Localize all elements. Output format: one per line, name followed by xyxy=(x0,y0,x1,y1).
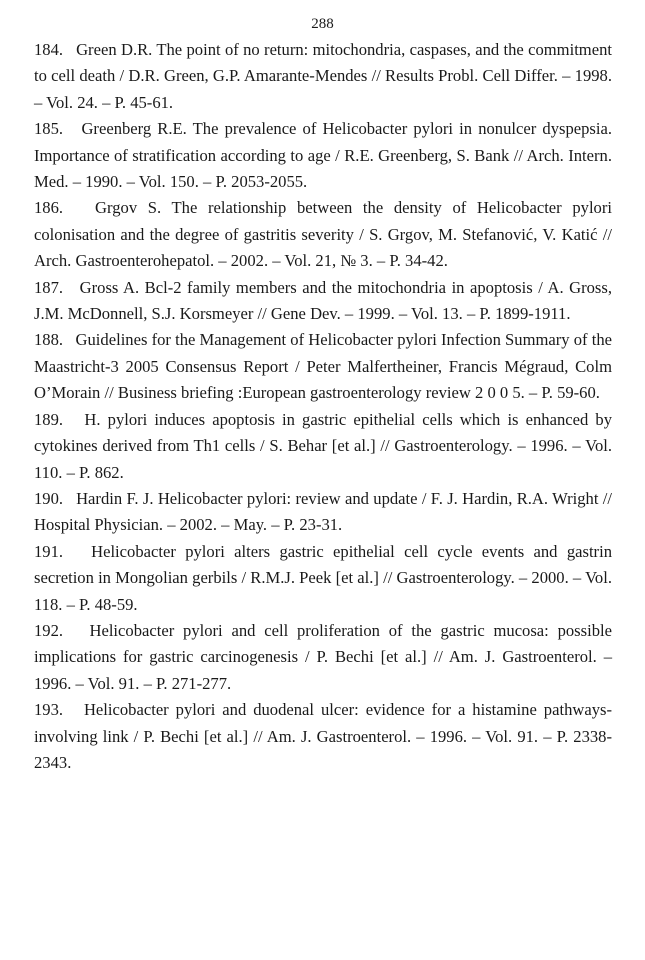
reference-number: 186. xyxy=(34,198,64,218)
reference-item xyxy=(34,618,612,697)
reference-text: Gross A. Bcl-2 family members and the mitochondria in apoptosis / A. Gross, J.M. McDonnell, S.J. Korsmeyer // Gene Dev. – 1999. – Vol. 13. – P. 1899-1911. xyxy=(34,277,612,324)
reference-number: 184. xyxy=(34,40,64,59)
reference-text: Guidelines for the Management of Helicobacter pylori Infection Summary of the Maastricht-3 2005 Consensus Report / Peter Malfertheiner, Francis Mégraud, Colm O’Morain // Business briefing :European gastroenterology review 2 0 0 5. – P. 59-60. xyxy=(34,330,612,403)
reference-number: 193. xyxy=(34,700,64,720)
reference-text: Helicobacter pylori and cell proliferation of the gastric mucosa: possible implications for gastric carcinogenesis / P. Bechi [et al.] // Am. J. Gastroenterol. – 1996. – Vol. 91. – P. 271-277. xyxy=(34,620,612,693)
reference-number: 192. xyxy=(34,620,64,640)
reference-text: Grgov S. The relationship between the density of Helicobacter pylori colonisation and the degree of gastritis severity / S. Grgov, M. Stefanović, V. Katić // Arch. Gastroenterohepatol. – 2002. – Vol. 21, № 3. – P. 34-42. xyxy=(34,198,612,271)
reference-text: Greenberg R.E. The prevalence of Helicobacter pylori in nonulcer dyspepsia. Importance of stratification according to age / R.E. Greenberg, S. Bank // Arch. Intern. Med. – 1990. – Vol. 150. – P. 2053-2055. xyxy=(34,119,612,192)
reference-number: 188. xyxy=(34,330,64,350)
reference-item xyxy=(34,275,612,328)
reference-text: Green D.R. The point of no return: mitochondria, caspases, and the commitment to cell death / D.R. Green, G.P. Amarante-Mendes // Results Probl. Cell Differ. – 1998. – Vol. 24. – P. 45-61. xyxy=(34,40,612,112)
page-number: 288 xyxy=(311,16,334,32)
reference-item xyxy=(34,486,612,539)
reference-text: Helicobacter pylori alters gastric epithelial cell cycle events and gastrin secretion in Mongolian gerbils / R.M.J. Peek [et al.] // Gastroenterology. – 2000. – Vol. 118. – P. 48-59. xyxy=(34,541,612,614)
reference-item xyxy=(34,327,612,406)
reference-number: 190. xyxy=(34,488,64,508)
reference-number: 187. xyxy=(34,277,64,297)
reference-text: H. pylori induces apoptosis in gastric epithelial cells which is enhanced by cytokines derived from Th1 cells / S. Behar [et al.] // Gastroenterology. – 1996. – Vol. 110. – P. 862. xyxy=(34,409,612,482)
reference-item xyxy=(34,37,612,116)
reference-number: 189. xyxy=(34,409,64,429)
reference-item xyxy=(34,407,612,486)
reference-item xyxy=(34,116,612,195)
reference-number: 191. xyxy=(34,541,64,561)
reference-text: Hardin F. J. Helicobacter pylori: review and update / F. J. Hardin, R.A. Wright // Hospital Physician. – 2002. – May. – P. 23-31. xyxy=(34,488,612,535)
reference-list xyxy=(34,37,612,776)
reference-text: Helicobacter pylori and duodenal ulcer: evidence for a histamine pathways-involving link / P. Bechi [et al.] // Am. J. Gastroenterol. – 1996. – Vol. 91. – P. 2338-2343. xyxy=(34,700,612,772)
reference-item xyxy=(34,697,612,776)
reference-item xyxy=(34,539,612,618)
reference-number: 185. xyxy=(34,119,64,139)
reference-item xyxy=(34,195,612,274)
